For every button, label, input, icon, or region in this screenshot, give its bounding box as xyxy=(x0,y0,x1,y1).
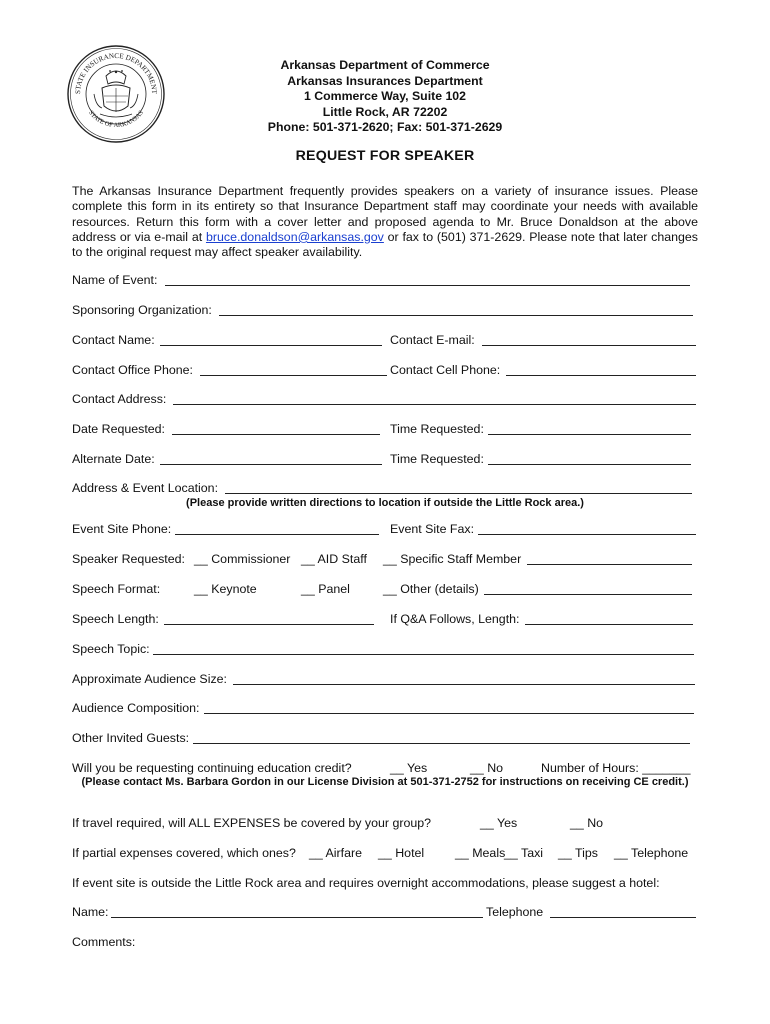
input-qa-length[interactable] xyxy=(525,624,693,625)
input-other-guests[interactable] xyxy=(193,743,690,744)
input-audience-size[interactable] xyxy=(233,684,695,685)
option-panel[interactable]: __ Panel xyxy=(301,582,350,596)
row-audience-size xyxy=(72,672,697,688)
input-other-details[interactable] xyxy=(484,594,692,595)
row-event-location xyxy=(72,481,697,497)
row-sponsoring-org xyxy=(72,303,697,319)
input-alternate-date[interactable] xyxy=(160,464,382,465)
label-event-site-fax: Event Site Fax: xyxy=(390,522,475,536)
option-ce-yes[interactable]: __ Yes xyxy=(390,761,428,775)
row-audience-composition xyxy=(72,701,697,717)
row-speech-format xyxy=(72,582,697,598)
seal-bottom-text: STATE OF ARKANSAS xyxy=(86,109,146,129)
option-taxi[interactable]: __ Taxi xyxy=(504,846,544,860)
label-other-guests: Other Invited Guests: xyxy=(72,731,190,745)
input-contact-name[interactable] xyxy=(160,345,382,346)
option-telephone[interactable]: __ Telephone xyxy=(614,846,689,860)
row-speaker-requested xyxy=(72,552,697,568)
row-partial-expenses xyxy=(72,846,697,862)
row-travel xyxy=(72,816,697,832)
input-speech-topic[interactable] xyxy=(153,654,694,655)
svg-text:STATE OF ARKANSAS xyxy=(87,109,145,129)
label-speech-topic: Speech Topic: xyxy=(72,642,150,656)
intro-text-2: or fax to (501) 371-2629. Please note that later changes to the original request may affect speaker availability. xyxy=(72,229,698,260)
input-contact-email[interactable] xyxy=(482,345,696,346)
letterhead-line-1: Arkansas Department of Commerce xyxy=(280,58,490,72)
input-ce-hours[interactable]: Number of Hours: _______ xyxy=(541,761,691,775)
form-title: REQUEST FOR SPEAKER xyxy=(295,148,475,164)
input-hotel-name[interactable] xyxy=(111,917,483,918)
row-contact-name xyxy=(72,333,697,349)
input-contact-address[interactable] xyxy=(173,404,696,405)
label-event-location: Address & Event Location: xyxy=(72,481,219,495)
label-speaker-requested: Speaker Requested: xyxy=(72,552,185,566)
option-ce-no[interactable]: __ No xyxy=(470,761,504,775)
row-date-requested xyxy=(72,422,697,438)
row-hotel-name xyxy=(72,905,697,921)
input-sponsoring-org[interactable] xyxy=(219,315,693,316)
input-name-of-event[interactable] xyxy=(165,285,690,286)
label-comments: Comments: xyxy=(72,935,136,949)
input-contact-cell-phone[interactable] xyxy=(506,375,696,376)
label-sponsoring-org: Sponsoring Organization: xyxy=(72,303,212,317)
label-contact-address: Contact Address: xyxy=(72,392,167,406)
input-event-location[interactable] xyxy=(225,493,692,494)
option-other[interactable]: __ Other (details) xyxy=(383,582,479,596)
input-date-requested[interactable] xyxy=(172,434,380,435)
label-event-site-phone: Event Site Phone: xyxy=(72,522,172,536)
option-commissioner[interactable]: __ Commissioner xyxy=(194,552,291,566)
row-speech-topic xyxy=(72,642,697,658)
ce-note: (Please contact Ms. Barbara Gordon in our License Division at 501-371-2752 for instructions on receiving CE credit.) xyxy=(81,776,689,788)
row-hotel-question xyxy=(72,876,697,892)
input-speech-length[interactable] xyxy=(164,624,374,625)
label-date-requested: Date Requested: xyxy=(72,422,165,436)
input-hotel-telephone[interactable] xyxy=(550,917,696,918)
label-contact-email: Contact E-mail: xyxy=(390,333,475,347)
input-time-requested-alt[interactable] xyxy=(488,464,691,465)
row-other-guests xyxy=(72,731,697,747)
input-event-site-fax[interactable] xyxy=(478,534,696,535)
label-speech-format: Speech Format: xyxy=(72,582,161,596)
row-name-of-event xyxy=(72,273,697,289)
directions-note: (Please provide written directions to location if outside the Little Rock area.) xyxy=(186,497,584,509)
state-seal-logo xyxy=(66,44,166,144)
label-contact-office-phone: Contact Office Phone: xyxy=(72,363,193,377)
option-keynote[interactable]: __ Keynote xyxy=(194,582,257,596)
label-travel-question: If travel required, will ALL EXPENSES be covered by your group? xyxy=(72,816,432,830)
input-audience-composition[interactable] xyxy=(204,713,694,714)
letterhead-line-4: Little Rock, AR 72202 xyxy=(322,104,448,119)
option-meals[interactable]: __ Meals xyxy=(455,846,506,860)
row-contact-address xyxy=(72,392,697,408)
option-airfare[interactable]: __ Airfare xyxy=(309,846,363,860)
input-specific-staff[interactable] xyxy=(527,564,692,565)
option-specific-staff[interactable]: __ Specific Staff Member xyxy=(383,552,522,566)
row-alternate-date xyxy=(72,452,697,468)
label-speech-length: Speech Length: xyxy=(72,612,159,626)
label-partial-question: If partial expenses covered, which ones? xyxy=(72,846,296,860)
label-contact-name: Contact Name: xyxy=(72,333,155,347)
option-hotel[interactable]: __ Hotel xyxy=(378,846,425,860)
row-comments xyxy=(72,935,697,951)
letterhead-line-2: Arkansas Insurances Department xyxy=(287,73,483,88)
row-contact-phones xyxy=(72,363,697,379)
label-contact-cell-phone: Contact Cell Phone: xyxy=(390,363,501,377)
letterhead-line-3: 1 Commerce Way, Suite 102 xyxy=(304,89,466,103)
row-event-site-phone xyxy=(72,522,697,538)
input-contact-office-phone[interactable] xyxy=(200,375,387,376)
label-time-requested-alt: Time Requested: xyxy=(390,452,484,466)
label-alternate-date: Alternate Date: xyxy=(72,452,155,466)
email-link[interactable]: bruce.donaldson@arkansas.gov xyxy=(205,229,384,244)
seal-top-text: STATE INSURANCE DEPARTMENT xyxy=(73,51,159,95)
label-time-requested: Time Requested: xyxy=(390,422,484,436)
label-qa-length: If Q&A Follows, Length: xyxy=(390,612,520,626)
option-travel-no[interactable]: __ No xyxy=(570,816,604,830)
label-audience-size: Approximate Audience Size: xyxy=(72,672,227,686)
option-aid-staff[interactable]: __ AID Staff xyxy=(301,552,367,566)
option-travel-yes[interactable]: __ Yes xyxy=(480,816,518,830)
input-time-requested[interactable] xyxy=(488,434,691,435)
label-name-of-event: Name of Event: xyxy=(72,273,158,287)
label-audience-composition: Audience Composition: xyxy=(72,701,200,715)
input-event-site-phone[interactable] xyxy=(175,534,379,535)
letterhead xyxy=(210,58,560,136)
letterhead-line-5: Phone: 501-371-2620; Fax: 501-371-2629 xyxy=(267,120,503,134)
intro-paragraph xyxy=(72,184,698,260)
option-tips[interactable]: __ Tips xyxy=(558,846,598,860)
label-hotel-name: Name: xyxy=(72,905,109,919)
label-ce-question: Will you be requesting continuing education credit? xyxy=(72,761,352,775)
label-hotel-telephone: Telephone xyxy=(486,905,544,919)
row-speech-length xyxy=(72,612,697,628)
intro-text-1: The Arkansas Insurance Department frequently provides speakers on a variety of insurance issues. Please complete this form in its entirety so that Insurance Department staff may coordinate your needs with available resources. Return this form with a cover letter and proposed agenda to Mr. Bruce Donaldson at the above address or via e-mail at xyxy=(72,184,698,244)
label-hotel-question: If event site is outside the Little Rock area and requires overnight accommodations, please suggest a hotel: xyxy=(72,876,660,890)
